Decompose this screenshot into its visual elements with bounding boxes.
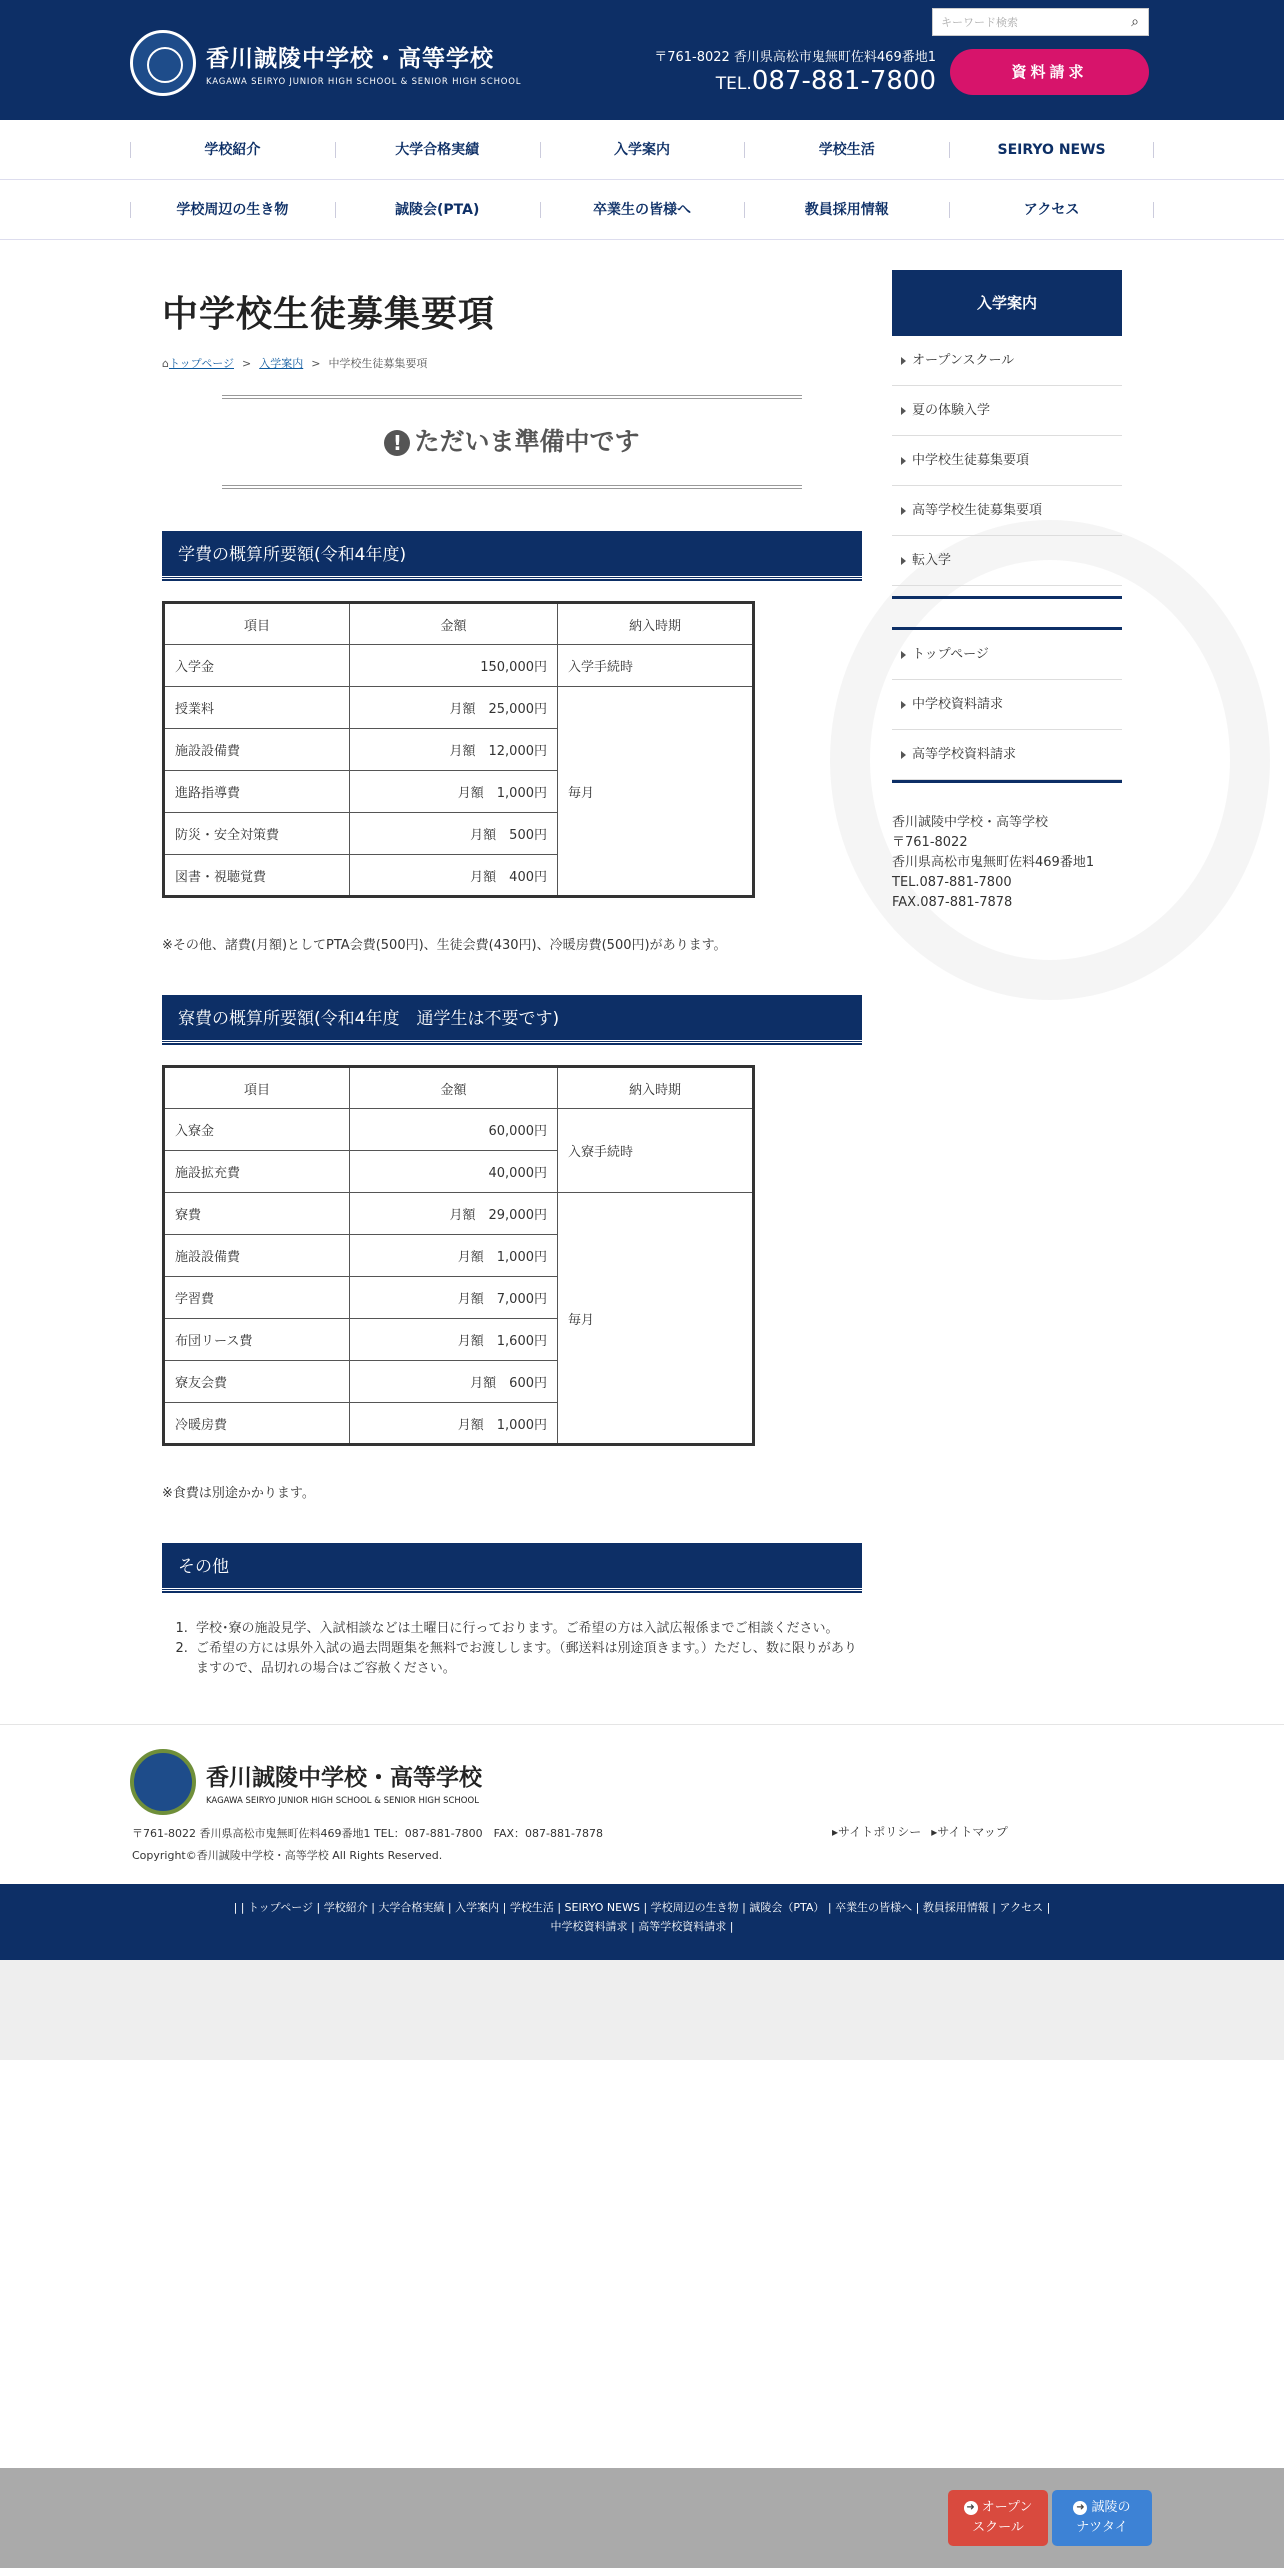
copyright: Copyright©香川誠陵中学校・高等学校 All Rights Reserved. <box>132 1849 443 1862</box>
section-heading: 学費の概算所要額(令和4年度) <box>162 531 862 579</box>
nav-item[interactable]: 誠陵会(PTA) <box>335 180 540 240</box>
footer-spacer <box>0 1960 1284 2060</box>
info-line: TEL.087-881-7800 <box>892 875 1012 890</box>
logo-title: 香川誠陵中学校・高等学校 <box>206 45 494 72</box>
preparing-notice <box>222 395 802 489</box>
header-address: 〒761-8022 香川県高松市鬼無町佐料469番地1 <box>654 50 936 65</box>
footer-link[interactable]: ▸ サイトポリシー <box>832 1825 921 1839</box>
search-icon[interactable]: ⌕ <box>1131 14 1139 30</box>
cell-amount: 月額 1,000円 <box>350 1403 558 1445</box>
button-label: スクール <box>972 2520 1024 2535</box>
sidebar-item[interactable]: 中学校生徒募集要項 <box>892 436 1122 486</box>
button-label: ナツタイ <box>1076 2520 1128 2535</box>
cell-amount: 150,000円 <box>350 645 558 687</box>
cell-timing: 入学手続時 <box>558 645 754 687</box>
cell-item: 施設設備費 <box>164 729 350 771</box>
cell-amount: 月額 25,000円 <box>350 687 558 729</box>
sidebar-item[interactable]: 中学校資料請求 <box>892 680 1122 730</box>
nav-item[interactable]: 卒業生の皆様へ <box>540 180 745 240</box>
nav-item[interactable]: 学校周辺の生き物 <box>130 180 335 240</box>
nav-item[interactable]: SEIRYO NEWS <box>949 120 1154 180</box>
bottom-nav-link[interactable]: 教員採用情報 | <box>923 1901 1000 1914</box>
breadcrumb: ⌂トップページ > 入学案内 > 中学校生徒募集要項 <box>162 357 428 370</box>
table-header: 納入時期 <box>558 1067 754 1109</box>
bottom-nav-link[interactable]: 学校周辺の生き物 | <box>651 1901 750 1914</box>
cell-item: 入学金 <box>164 645 350 687</box>
home-icon: ⌂ <box>162 357 169 370</box>
divider <box>892 596 1122 599</box>
page-title: 中学校生徒募集要項 <box>162 294 496 335</box>
nav-item[interactable]: 学校紹介 <box>130 120 335 180</box>
cell-item: 学習費 <box>164 1277 350 1319</box>
main-content <box>162 262 862 1679</box>
bottom-nav-link[interactable]: 大学合格実績 | <box>378 1901 455 1914</box>
search-box[interactable] <box>932 8 1149 36</box>
info-line: 香川県高松市鬼無町佐料469番地1 <box>892 855 1095 870</box>
bottom-nav-link[interactable]: 学校生活 | <box>510 1901 565 1914</box>
tuition-note: ※その他、諸費(月額)としてPTA会費(500円)、生徒会費(430円)、冷暖房費(500円)があります。 <box>162 938 727 953</box>
bottom-nav-link[interactable]: 中学校資料請求 | <box>551 1920 639 1933</box>
arrow-circle-icon: ➜ <box>964 2501 978 2515</box>
cell-item: 授業料 <box>164 687 350 729</box>
table-header: 納入時期 <box>558 603 754 645</box>
table-header: 項目 <box>164 1067 350 1109</box>
footer-logo-title: 香川誠陵中学校・高等学校 <box>206 1764 482 1791</box>
cell-amount: 月額 600円 <box>350 1361 558 1403</box>
footer-logo[interactable] <box>130 1749 482 1815</box>
table-header: 金額 <box>350 1067 558 1109</box>
cell-item: 布団リース費 <box>164 1319 350 1361</box>
open-school-button[interactable] <box>948 2490 1048 2546</box>
cell-amount: 月額 400円 <box>350 855 558 897</box>
dorm-note: ※食費は別途かかります。 <box>162 1486 315 1501</box>
tel-number: 087-881-7800 <box>751 66 936 96</box>
button-label: オープン <box>981 2500 1033 2515</box>
bottom-nav-link[interactable]: 学校紹介 | <box>324 1901 379 1914</box>
cell-item: 防災・安全対策費 <box>164 813 350 855</box>
cell-item: 冷暖房費 <box>164 1403 350 1445</box>
bottom-nav-link[interactable]: アクセス | <box>1000 1901 1051 1914</box>
sidebar-item[interactable]: トップページ <box>892 630 1122 680</box>
logo-subtitle: KAGAWA SEIRYO JUNIOR HIGH SCHOOL & SENIOR HIGH SCHOOL <box>206 76 522 87</box>
arrow-circle-icon: ➜ <box>1073 2501 1087 2515</box>
cell-amount: 月額 29,000円 <box>350 1193 558 1235</box>
sidebar-item[interactable]: オープンスクール <box>892 336 1122 386</box>
bottom-nav-link[interactable]: SEIRYO NEWS | <box>565 1901 651 1914</box>
sidebar-item[interactable]: 夏の体験入学 <box>892 386 1122 436</box>
sidebar-heading: 入学案内 <box>892 270 1122 336</box>
sidebar-item[interactable]: 転入学 <box>892 536 1122 586</box>
nav-item[interactable]: 学校生活 <box>744 120 949 180</box>
nav-item[interactable]: 入学案内 <box>540 120 745 180</box>
sidebar-item[interactable]: 高等学校生徒募集要項 <box>892 486 1122 536</box>
footer-address: 〒761-8022 香川県高松市鬼無町佐料469番地1 TEL：087-881-7800 FAX：087-881-7878 <box>132 1827 603 1840</box>
list-item: 2. ご希望の方には県外入試の過去問題集を無料でお渡しします。（郵送料は別途頂きます。）ただし、数に限りがありますので、品切れの場合はご容赦ください。 <box>192 1639 862 1679</box>
main-nav-row-2 <box>0 180 1284 240</box>
main-nav-row-1 <box>0 120 1284 180</box>
nav-item[interactable]: 大学合格実績 <box>335 120 540 180</box>
table-header: 項目 <box>164 603 350 645</box>
breadcrumb-link[interactable]: トップページ <box>168 357 234 370</box>
header-tel <box>716 66 936 96</box>
sidebar-info <box>892 813 1122 913</box>
cell-amount: 60,000円 <box>350 1109 558 1151</box>
site-footer <box>0 1724 1284 1884</box>
sidebar <box>892 270 1122 913</box>
nav-item[interactable]: アクセス <box>949 180 1154 240</box>
bottom-nav-link[interactable]: トップページ | <box>248 1901 324 1914</box>
cell-amount: 月額 500円 <box>350 813 558 855</box>
section-heading: その他 <box>162 1543 862 1591</box>
search-input[interactable]: キーワード検索 <box>941 16 1018 29</box>
cell-amount: 月額 7,000円 <box>350 1277 558 1319</box>
exclamation-icon: ! <box>384 430 410 456</box>
cell-item: 寮友会費 <box>164 1361 350 1403</box>
bottom-nav-link[interactable]: 高等学校資料請求 | <box>638 1920 733 1933</box>
bottom-nav-link[interactable]: 入学案内 | <box>455 1901 510 1914</box>
info-line: 香川誠陵中学校・高等学校 <box>892 815 1049 830</box>
button-label: 誠陵の <box>1091 2500 1131 2515</box>
cell-timing: 入寮手続時 <box>558 1109 754 1193</box>
cell-amount: 月額 1,000円 <box>350 771 558 813</box>
cell-item: 施設設備費 <box>164 1235 350 1277</box>
info-line: FAX.087-881-7878 <box>892 895 1013 910</box>
site-header <box>0 0 1284 120</box>
cell-item: 入寮金 <box>164 1109 350 1151</box>
cell-amount: 月額 12,000円 <box>350 729 558 771</box>
bottom-nav-link[interactable]: 誠陵会（PTA） | <box>749 1901 835 1914</box>
natsutai-button[interactable] <box>1052 2490 1152 2546</box>
footer-link[interactable]: ▸ サイトマップ <box>931 1825 1008 1839</box>
cell-amount: 40,000円 <box>350 1151 558 1193</box>
bottom-nav: | | トップページ | 学校紹介 | 大学合格実績 | 入学案内 | 学校生活 | SEIRYO NEWS | 学校周辺の生き物 | 誠陵会（PTA） | 卒業生の皆様へ | 教員採用情報 | アクセス | 中学校資料請求 | 高等学校資料請求 | <box>0 1884 1284 1960</box>
footer-links <box>832 1823 1018 1840</box>
breadcrumb-current: 中学校生徒募集要項 <box>328 357 428 370</box>
request-materials-button[interactable]: 資料請求 <box>950 49 1149 95</box>
cell-amount: 月額 1,600円 <box>350 1319 558 1361</box>
cell-amount: 月額 1,000円 <box>350 1235 558 1277</box>
dorm-table <box>162 1065 755 1446</box>
bottom-nav-link[interactable]: 卒業生の皆様へ | <box>835 1901 923 1914</box>
cell-item: 進路指導費 <box>164 771 350 813</box>
school-emblem-icon <box>130 30 196 96</box>
tuition-table <box>162 601 755 898</box>
section-heading: 寮費の概算所要額(令和4年度 通学生は不要です) <box>162 995 862 1043</box>
sidebar-item[interactable]: 高等学校資料請求 <box>892 730 1122 780</box>
cell-item: 図書・視聴覚費 <box>164 855 350 897</box>
breadcrumb-link[interactable]: 入学案内 <box>259 357 304 370</box>
cell-timing: 毎月 <box>558 687 754 897</box>
cell-timing: 毎月 <box>558 1193 754 1445</box>
list-item: 1. 学校･寮の施設見学、入試相談などは土曜日に行っております。ご希望の方は入試広報係までご相談ください。 <box>192 1619 862 1639</box>
other-list <box>192 1619 862 1679</box>
cell-item: 寮費 <box>164 1193 350 1235</box>
school-emblem-icon <box>130 1749 196 1815</box>
notice-text: ただいま準備中です <box>414 427 640 456</box>
cell-item: 施設拡充費 <box>164 1151 350 1193</box>
table-header: 金額 <box>350 603 558 645</box>
tel-label: TEL. <box>715 74 752 94</box>
site-logo[interactable] <box>130 30 521 96</box>
nav-item[interactable]: 教員採用情報 <box>744 180 949 240</box>
divider <box>892 780 1122 783</box>
info-line: 〒761-8022 <box>892 835 968 850</box>
footer-logo-subtitle: KAGAWA SEIRYO JUNIOR HIGH SCHOOL & SENIOR HIGH SCHOOL <box>206 1795 479 1806</box>
